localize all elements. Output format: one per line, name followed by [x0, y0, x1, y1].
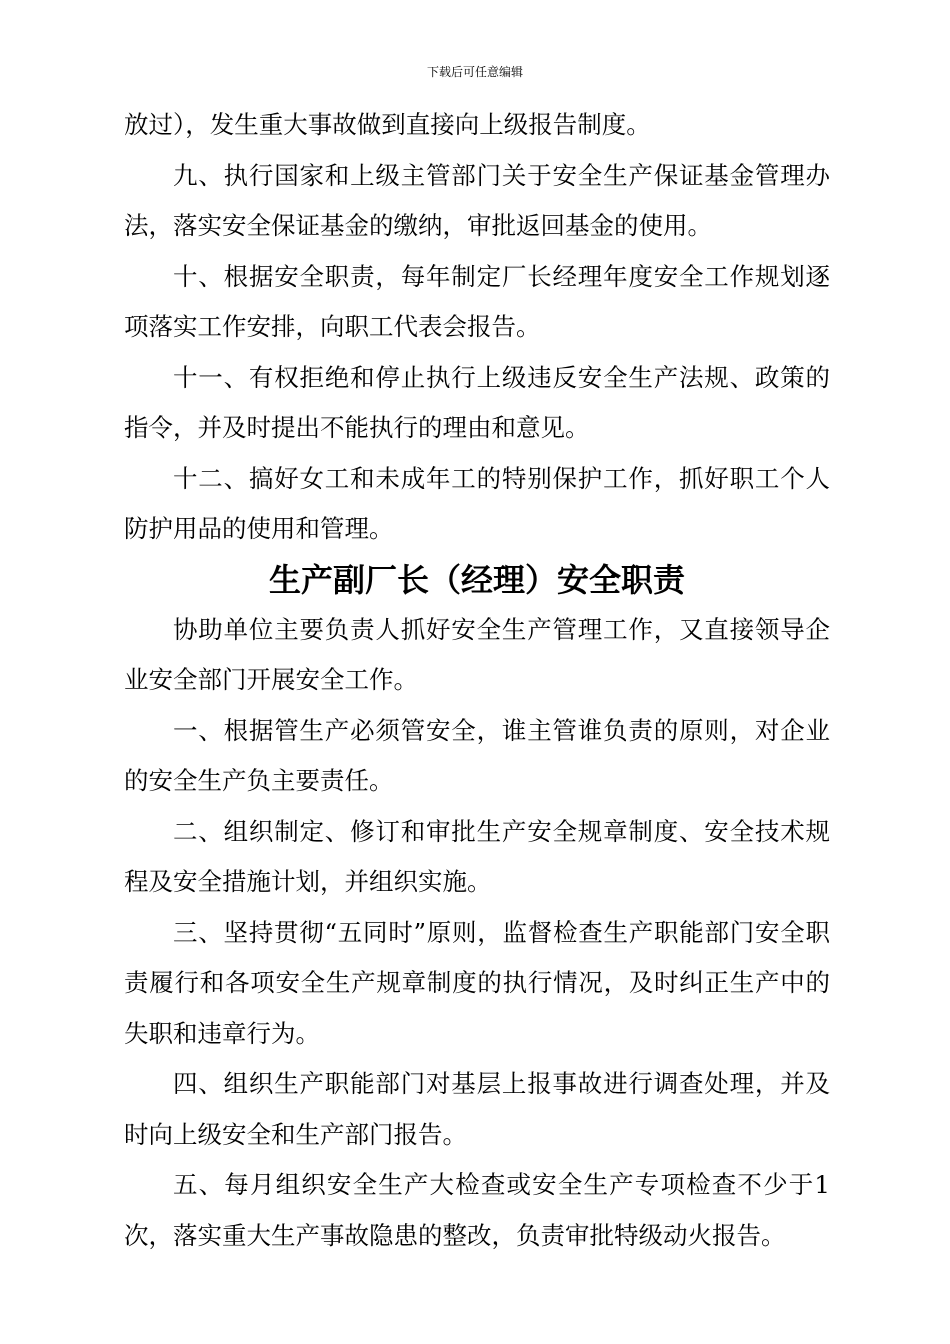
- paragraph: 九、执行国家和上级主管部门关于安全生产保证基金管理办法，落实安全保证基金的缴纳，审批返回基金的使用。: [124, 160, 830, 240]
- section-title: 生产副厂长（经理）安全职责: [268, 560, 685, 599]
- paragraph: 三、坚持贯彻“五同时”原则，监督检查生产职能部门安全职责履行和各项安全生产规章制度的执行情况，及时纠正生产中的失职和违章行为。: [124, 917, 830, 1048]
- paragraph: 放过），发生重大事故做到直接向上级报告制度。: [124, 110, 651, 139]
- paragraph: 十、根据安全职责，每年制定厂长经理年度安全工作规划逐项落实工作安排，向职工代表会报告。: [124, 261, 830, 341]
- paragraph: 协助单位主要负责人抓好安全生产管理工作，又直接领导企业安全部门开展安全工作。: [124, 614, 830, 694]
- paragraph: 一、根据管生产必须管安全，谁主管谁负责的原则，对企业的安全生产负主要责任。: [124, 715, 830, 795]
- paragraph: 十一、有权拒绝和停止执行上级违反安全生产法规、政策的指令，并及时提出不能执行的理由和意见。: [124, 362, 830, 442]
- paragraph: 十二、搞好女工和未成年工的特别保护工作，抓好职工个人防护用品的使用和管理。: [124, 463, 830, 543]
- paragraph: 四、组织生产职能部门对基层上报事故进行调查处理，并及时向上级安全和生产部门报告。: [124, 1069, 830, 1149]
- paragraph: 五、每月组织安全生产大检查或安全生产专项检查不少于1次，落实重大生产事故隐患的整改，负责审批特级动火报告。: [124, 1170, 830, 1250]
- paragraph: 二、组织制定、修订和审批生产安全规章制度、安全技术规程及安全措施计划，并组织实施。: [124, 816, 830, 896]
- document-body: [124, 100, 830, 1261]
- page-header: 下载后可任意编辑: [426, 65, 523, 79]
